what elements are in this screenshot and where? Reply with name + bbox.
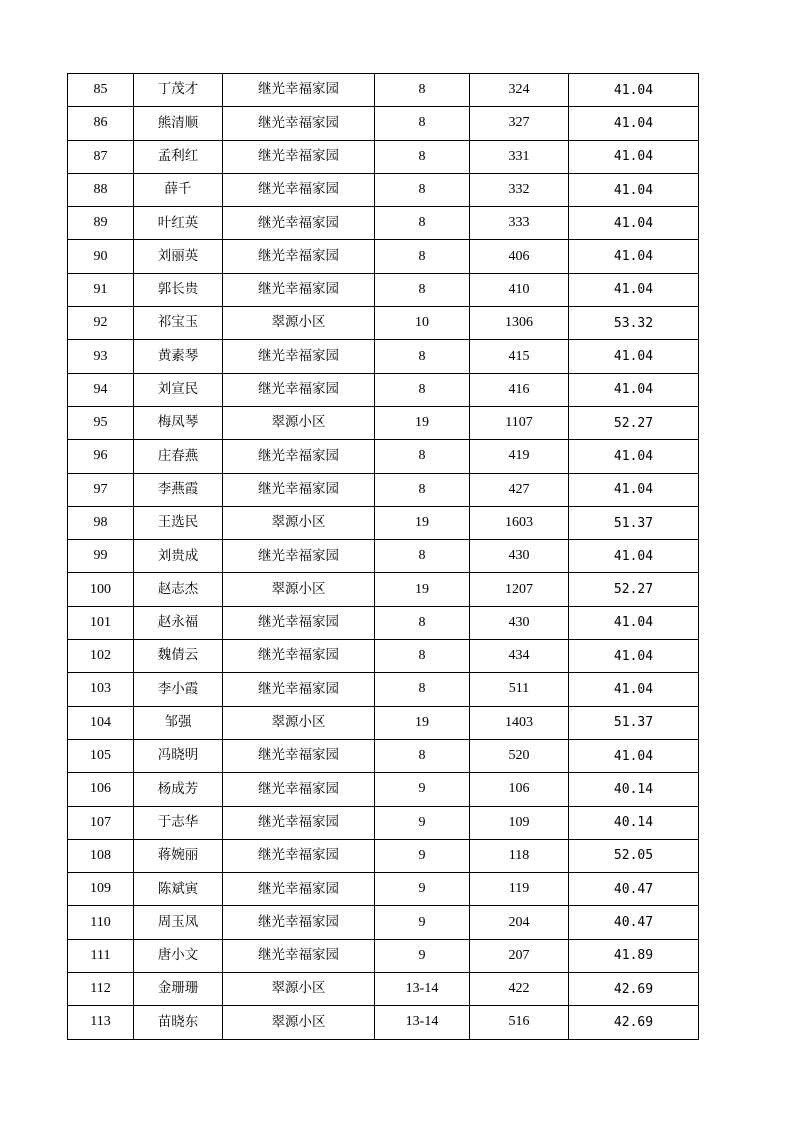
community-cell: 继光幸福家园 [223,739,375,772]
name-cell: 赵永福 [134,606,223,639]
table-row [68,440,699,473]
table-row [68,340,699,373]
room-cell: 204 [470,906,569,939]
room-cell: 1603 [470,506,569,539]
building-cell: 10 [375,307,470,340]
area-cell: 41.04 [569,74,699,107]
room-cell: 427 [470,473,569,506]
area-cell: 41.04 [569,273,699,306]
community-cell: 继光幸福家园 [223,640,375,673]
room-cell: 430 [470,540,569,573]
area-cell: 41.04 [569,373,699,406]
row-number-cell: 93 [68,340,134,373]
row-number-cell: 103 [68,673,134,706]
table-row [68,640,699,673]
area-cell: 41.04 [569,207,699,240]
name-cell: 刘贵成 [134,540,223,573]
table-row [68,673,699,706]
building-cell: 9 [375,906,470,939]
table-row [68,140,699,173]
room-cell: 118 [470,839,569,872]
area-cell: 40.14 [569,773,699,806]
room-cell: 415 [470,340,569,373]
room-cell: 430 [470,606,569,639]
building-cell: 9 [375,806,470,839]
community-cell: 继光幸福家园 [223,673,375,706]
row-number-cell: 113 [68,1006,134,1039]
area-cell: 41.04 [569,473,699,506]
community-cell: 继光幸福家园 [223,873,375,906]
row-number-cell: 87 [68,140,134,173]
name-cell: 魏倩云 [134,640,223,673]
table-row [68,573,699,606]
area-cell: 53.32 [569,307,699,340]
row-number-cell: 85 [68,74,134,107]
area-cell: 41.04 [569,140,699,173]
community-cell: 翠源小区 [223,307,375,340]
community-cell: 继光幸福家园 [223,107,375,140]
table-row [68,506,699,539]
building-cell: 8 [375,373,470,406]
room-cell: 332 [470,173,569,206]
room-cell: 1403 [470,706,569,739]
community-cell: 继光幸福家园 [223,540,375,573]
row-number-cell: 108 [68,839,134,872]
community-cell: 继光幸福家园 [223,939,375,972]
community-cell: 继光幸福家园 [223,340,375,373]
building-cell: 8 [375,340,470,373]
building-cell: 19 [375,506,470,539]
building-cell: 8 [375,107,470,140]
table-row [68,973,699,1006]
room-cell: 119 [470,873,569,906]
building-cell: 19 [375,706,470,739]
name-cell: 冯晓明 [134,739,223,772]
area-cell: 42.69 [569,973,699,1006]
building-cell: 19 [375,406,470,439]
area-cell: 41.04 [569,640,699,673]
room-cell: 416 [470,373,569,406]
area-cell: 41.04 [569,107,699,140]
room-cell: 410 [470,273,569,306]
name-cell: 苗晓东 [134,1006,223,1039]
name-cell: 蒋婉丽 [134,839,223,872]
building-cell: 8 [375,606,470,639]
community-cell: 继光幸福家园 [223,173,375,206]
row-number-cell: 102 [68,640,134,673]
table-row [68,107,699,140]
name-cell: 薛千 [134,173,223,206]
name-cell: 杨成芳 [134,773,223,806]
area-cell: 42.69 [569,1006,699,1039]
building-cell: 8 [375,240,470,273]
area-cell: 52.27 [569,406,699,439]
room-cell: 419 [470,440,569,473]
room-cell: 106 [470,773,569,806]
table-row [68,906,699,939]
name-cell: 熊清顺 [134,107,223,140]
building-cell: 8 [375,273,470,306]
room-cell: 327 [470,107,569,140]
row-number-cell: 107 [68,806,134,839]
name-cell: 唐小文 [134,939,223,972]
building-cell: 8 [375,739,470,772]
name-cell: 刘丽英 [134,240,223,273]
room-cell: 207 [470,939,569,972]
table-row [68,606,699,639]
building-cell: 13-14 [375,973,470,1006]
community-cell: 继光幸福家园 [223,207,375,240]
room-cell: 406 [470,240,569,273]
area-cell: 41.04 [569,173,699,206]
community-cell: 继光幸福家园 [223,473,375,506]
name-cell: 周玉凤 [134,906,223,939]
area-cell: 41.04 [569,606,699,639]
name-cell: 金珊珊 [134,973,223,1006]
name-cell: 王选民 [134,506,223,539]
area-cell: 51.37 [569,706,699,739]
table-row [68,839,699,872]
room-cell: 520 [470,739,569,772]
community-cell: 继光幸福家园 [223,839,375,872]
building-cell: 8 [375,440,470,473]
row-number-cell: 86 [68,107,134,140]
housing-roster-table [67,73,699,1040]
room-cell: 1207 [470,573,569,606]
name-cell: 祁宝玉 [134,307,223,340]
row-number-cell: 96 [68,440,134,473]
name-cell: 陈斌寅 [134,873,223,906]
name-cell: 李小霞 [134,673,223,706]
row-number-cell: 95 [68,406,134,439]
area-cell: 40.14 [569,806,699,839]
building-cell: 8 [375,173,470,206]
table-row [68,240,699,273]
row-number-cell: 98 [68,506,134,539]
area-cell: 52.05 [569,839,699,872]
name-cell: 邹强 [134,706,223,739]
building-cell: 8 [375,540,470,573]
row-number-cell: 89 [68,207,134,240]
row-number-cell: 105 [68,739,134,772]
community-cell: 继光幸福家园 [223,440,375,473]
row-number-cell: 94 [68,373,134,406]
building-cell: 8 [375,473,470,506]
name-cell: 李燕霞 [134,473,223,506]
area-cell: 40.47 [569,906,699,939]
table-row [68,706,699,739]
area-cell: 40.47 [569,873,699,906]
table-row [68,273,699,306]
table-row [68,307,699,340]
room-cell: 324 [470,74,569,107]
table-row [68,873,699,906]
building-cell: 13-14 [375,1006,470,1039]
community-cell: 继光幸福家园 [223,906,375,939]
area-cell: 41.04 [569,540,699,573]
name-cell: 郭长贵 [134,273,223,306]
building-cell: 8 [375,640,470,673]
table-row [68,806,699,839]
building-cell: 8 [375,140,470,173]
name-cell: 叶红英 [134,207,223,240]
community-cell: 继光幸福家园 [223,240,375,273]
table-row [68,406,699,439]
room-cell: 1306 [470,307,569,340]
area-cell: 41.04 [569,673,699,706]
room-cell: 1107 [470,406,569,439]
area-cell: 52.27 [569,573,699,606]
building-cell: 9 [375,839,470,872]
building-cell: 9 [375,773,470,806]
table-row [68,207,699,240]
building-cell: 9 [375,939,470,972]
row-number-cell: 90 [68,240,134,273]
name-cell: 庄春燕 [134,440,223,473]
area-cell: 41.04 [569,739,699,772]
name-cell: 赵志杰 [134,573,223,606]
community-cell: 继光幸福家园 [223,140,375,173]
row-number-cell: 88 [68,173,134,206]
community-cell: 继光幸福家园 [223,373,375,406]
room-cell: 331 [470,140,569,173]
row-number-cell: 104 [68,706,134,739]
row-number-cell: 91 [68,273,134,306]
community-cell: 继光幸福家园 [223,273,375,306]
row-number-cell: 106 [68,773,134,806]
name-cell: 梅凤琴 [134,406,223,439]
table-body [68,74,699,1040]
building-cell: 19 [375,573,470,606]
table-row [68,473,699,506]
table-row [68,74,699,107]
building-cell: 9 [375,873,470,906]
community-cell: 翠源小区 [223,973,375,1006]
row-number-cell: 100 [68,573,134,606]
name-cell: 刘宣民 [134,373,223,406]
building-cell: 8 [375,673,470,706]
community-cell: 继光幸福家园 [223,74,375,107]
table-row [68,540,699,573]
row-number-cell: 109 [68,873,134,906]
room-cell: 516 [470,1006,569,1039]
area-cell: 41.04 [569,440,699,473]
community-cell: 翠源小区 [223,573,375,606]
table-row [68,773,699,806]
area-cell: 51.37 [569,506,699,539]
name-cell: 孟利红 [134,140,223,173]
row-number-cell: 92 [68,307,134,340]
table-row [68,739,699,772]
area-cell: 41.04 [569,240,699,273]
row-number-cell: 97 [68,473,134,506]
row-number-cell: 101 [68,606,134,639]
name-cell: 丁茂才 [134,74,223,107]
community-cell: 翠源小区 [223,1006,375,1039]
area-cell: 41.89 [569,939,699,972]
name-cell: 黄素琴 [134,340,223,373]
community-cell: 翠源小区 [223,706,375,739]
community-cell: 翠源小区 [223,506,375,539]
name-cell: 于志华 [134,806,223,839]
table-row [68,939,699,972]
community-cell: 翠源小区 [223,406,375,439]
table-row [68,173,699,206]
row-number-cell: 99 [68,540,134,573]
room-cell: 434 [470,640,569,673]
community-cell: 继光幸福家园 [223,806,375,839]
room-cell: 511 [470,673,569,706]
row-number-cell: 112 [68,973,134,1006]
building-cell: 8 [375,207,470,240]
row-number-cell: 111 [68,939,134,972]
row-number-cell: 110 [68,906,134,939]
building-cell: 8 [375,74,470,107]
room-cell: 422 [470,973,569,1006]
room-cell: 333 [470,207,569,240]
community-cell: 继光幸福家园 [223,606,375,639]
area-cell: 41.04 [569,340,699,373]
room-cell: 109 [470,806,569,839]
community-cell: 继光幸福家园 [223,773,375,806]
table-row [68,373,699,406]
table-row [68,1006,699,1039]
